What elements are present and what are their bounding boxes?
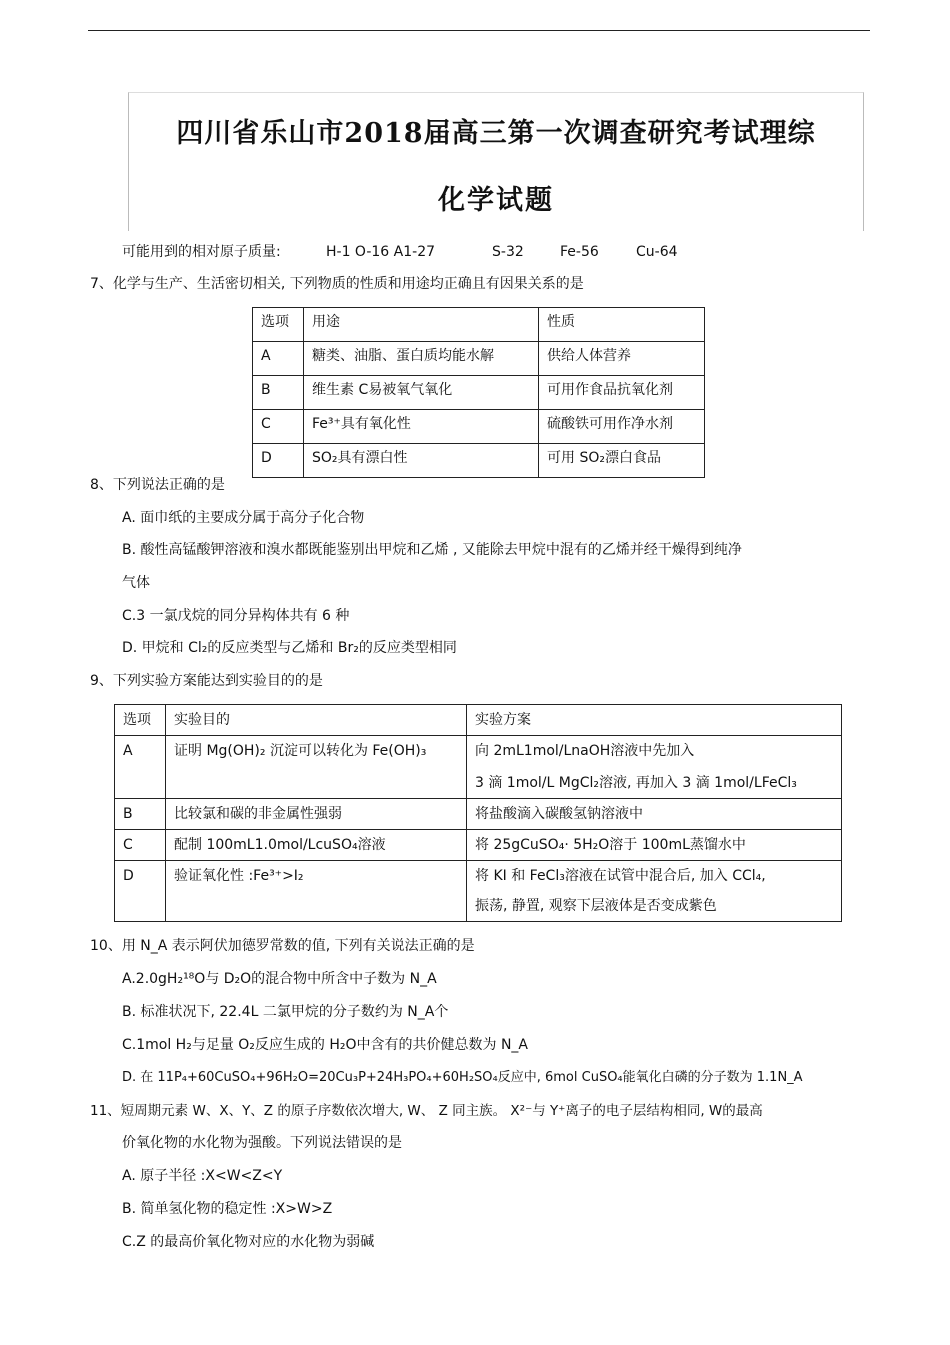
table-cell: A xyxy=(253,342,304,376)
table-cell: 维生素 C易被氧气氧化 xyxy=(304,376,539,410)
table-cell: SO₂具有漂白性 xyxy=(304,444,539,478)
atomic-mass-value: S-32 xyxy=(492,244,524,260)
table-cell: 验证氧化性 :Fe³⁺>I₂ xyxy=(166,861,467,922)
question-11-option: B. 简单氢化物的稳定性 :X>W>Z xyxy=(122,1201,333,1217)
table-header-row xyxy=(253,308,705,342)
plan-line: 向 2mL1mol/LnaOH溶液中先加入 xyxy=(475,743,695,759)
table-cell: D xyxy=(253,444,304,478)
table-header-cell: 实验方案 xyxy=(467,705,842,736)
table-row xyxy=(253,444,705,478)
table-cell: 将 25gCuSO₄· 5H₂O溶于 100mL蒸馏水中 xyxy=(467,830,842,861)
table-cell: D xyxy=(115,861,166,922)
table-cell xyxy=(467,861,842,922)
document-subtitle: 化学试题 xyxy=(438,185,554,216)
question-11-stem: 11、短周期元素 W、X、Y、Z 的原子序数依次增大, W、 Z 同主族。 X²⁻与 Y⁺离子的电子层结构相同, W的最高 xyxy=(90,1103,763,1119)
table-cell: B xyxy=(115,799,166,830)
table-cell: 糖类、油脂、蛋白质均能水解 xyxy=(304,342,539,376)
question-11-option: C.Z 的最高价氧化物对应的水化物为弱碱 xyxy=(122,1234,375,1250)
question-11-stem-continued: 价氧化物的水化物为强酸。下列说法错误的是 xyxy=(122,1135,402,1151)
question-9-stem: 9、下列实验方案能达到实验目的的是 xyxy=(90,673,323,689)
question-8-option: B. 酸性高锰酸钾溶液和溴水都既能鉴别出甲烷和乙烯 , 又能除去甲烷中混有的乙烯并经干燥得到纯净 xyxy=(122,542,742,558)
question-10-stem: 10、用 N_A 表示阿伏加德罗常数的值, 下列有关说法正确的是 xyxy=(90,938,475,954)
question-8-option: C.3 一氯戊烷的同分异构体共有 6 种 xyxy=(122,608,350,624)
table-cell: 比较氯和碳的非金属性强弱 xyxy=(166,799,467,830)
question-8-option: D. 甲烷和 Cl₂的反应类型与乙烯和 Br₂的反应类型相同 xyxy=(122,640,457,656)
question-10-option: D. 在 11P₄+60CuSO₄+96H₂O=20Cu₃P+24H₃PO₄+60H₂SO₄反应中, 6mol CuSO₄能氧化白磷的分子数为 1.1N_A xyxy=(122,1070,803,1085)
atomic-mass-value: Fe-56 xyxy=(560,244,599,260)
question-8-option: A. 面巾纸的主要成分属于高分子化合物 xyxy=(122,510,365,526)
table-row xyxy=(115,799,842,830)
table-header-cell: 性质 xyxy=(539,308,705,342)
table-cell: A xyxy=(115,736,166,799)
table-header-cell: 选项 xyxy=(115,705,166,736)
question-7-table xyxy=(252,307,705,478)
question-10-option: A.2.0gH₂¹⁸O与 D₂O的混合物中所含中子数为 N_A xyxy=(122,971,437,987)
question-7-stem: 7、化学与生产、生活密切相关, 下列物质的性质和用途均正确且有因果关系的是 xyxy=(90,276,584,292)
table-cell: 配制 100mL1.0mol/LcuSO₄溶液 xyxy=(166,830,467,861)
table-cell: 供给人体营养 xyxy=(539,342,705,376)
table-cell: C xyxy=(253,410,304,444)
question-8-option: 气体 xyxy=(122,575,150,591)
atomic-mass-value: Cu-64 xyxy=(636,244,678,260)
title-box xyxy=(128,92,864,231)
atomic-mass-label: 可能用到的相对原子质量: xyxy=(122,244,281,260)
table-row xyxy=(115,736,842,799)
question-8-stem: 8、下列说法正确的是 xyxy=(90,477,225,493)
question-9-table xyxy=(114,704,842,922)
atomic-mass-value: H-1 O-16 A1-27 xyxy=(326,244,436,260)
table-row xyxy=(115,861,842,922)
table-header-cell: 选项 xyxy=(253,308,304,342)
question-11-option: A. 原子半径 :X<W<Z<Y xyxy=(122,1168,283,1184)
question-10-option: B. 标准状况下, 22.4L 二氯甲烷的分子数约为 N_A个 xyxy=(122,1004,449,1020)
table-cell: B xyxy=(253,376,304,410)
table-cell: 证明 Mg(OH)₂ 沉淀可以转化为 Fe(OH)₃ xyxy=(166,736,467,799)
table-cell: 可用 SO₂漂白食品 xyxy=(539,444,705,478)
document-title: 四川省乐山市2018届高三第一次调查研究考试理综 xyxy=(176,118,816,149)
table-row xyxy=(253,376,705,410)
table-cell: 可用作食品抗氧化剂 xyxy=(539,376,705,410)
plan-line: 将 KI 和 FeCl₃溶液在试管中混合后, 加入 CCl₄, xyxy=(475,868,766,884)
table-cell: Fe³⁺具有氧化性 xyxy=(304,410,539,444)
table-header-cell: 实验目的 xyxy=(166,705,467,736)
table-header-cell: 用途 xyxy=(304,308,539,342)
question-10-option: C.1mol H₂与足量 O₂反应生成的 H₂O中含有的共价健总数为 N_A xyxy=(122,1037,529,1053)
table-header-row xyxy=(115,705,842,736)
table-cell: 硫酸铁可用作净水剂 xyxy=(539,410,705,444)
table-row xyxy=(253,410,705,444)
header-rule xyxy=(88,30,870,31)
table-cell: C xyxy=(115,830,166,861)
table-row xyxy=(115,830,842,861)
table-cell xyxy=(467,736,842,799)
plan-line: 振荡, 静置, 观察下层液体是否变成紫色 xyxy=(475,898,717,914)
table-row xyxy=(253,342,705,376)
plan-line: 3 滴 1mol/L MgCl₂溶液, 再加入 3 滴 1mol/LFeCl₃ xyxy=(475,775,797,791)
table-cell: 将盐酸滴入碳酸氢钠溶液中 xyxy=(467,799,842,830)
